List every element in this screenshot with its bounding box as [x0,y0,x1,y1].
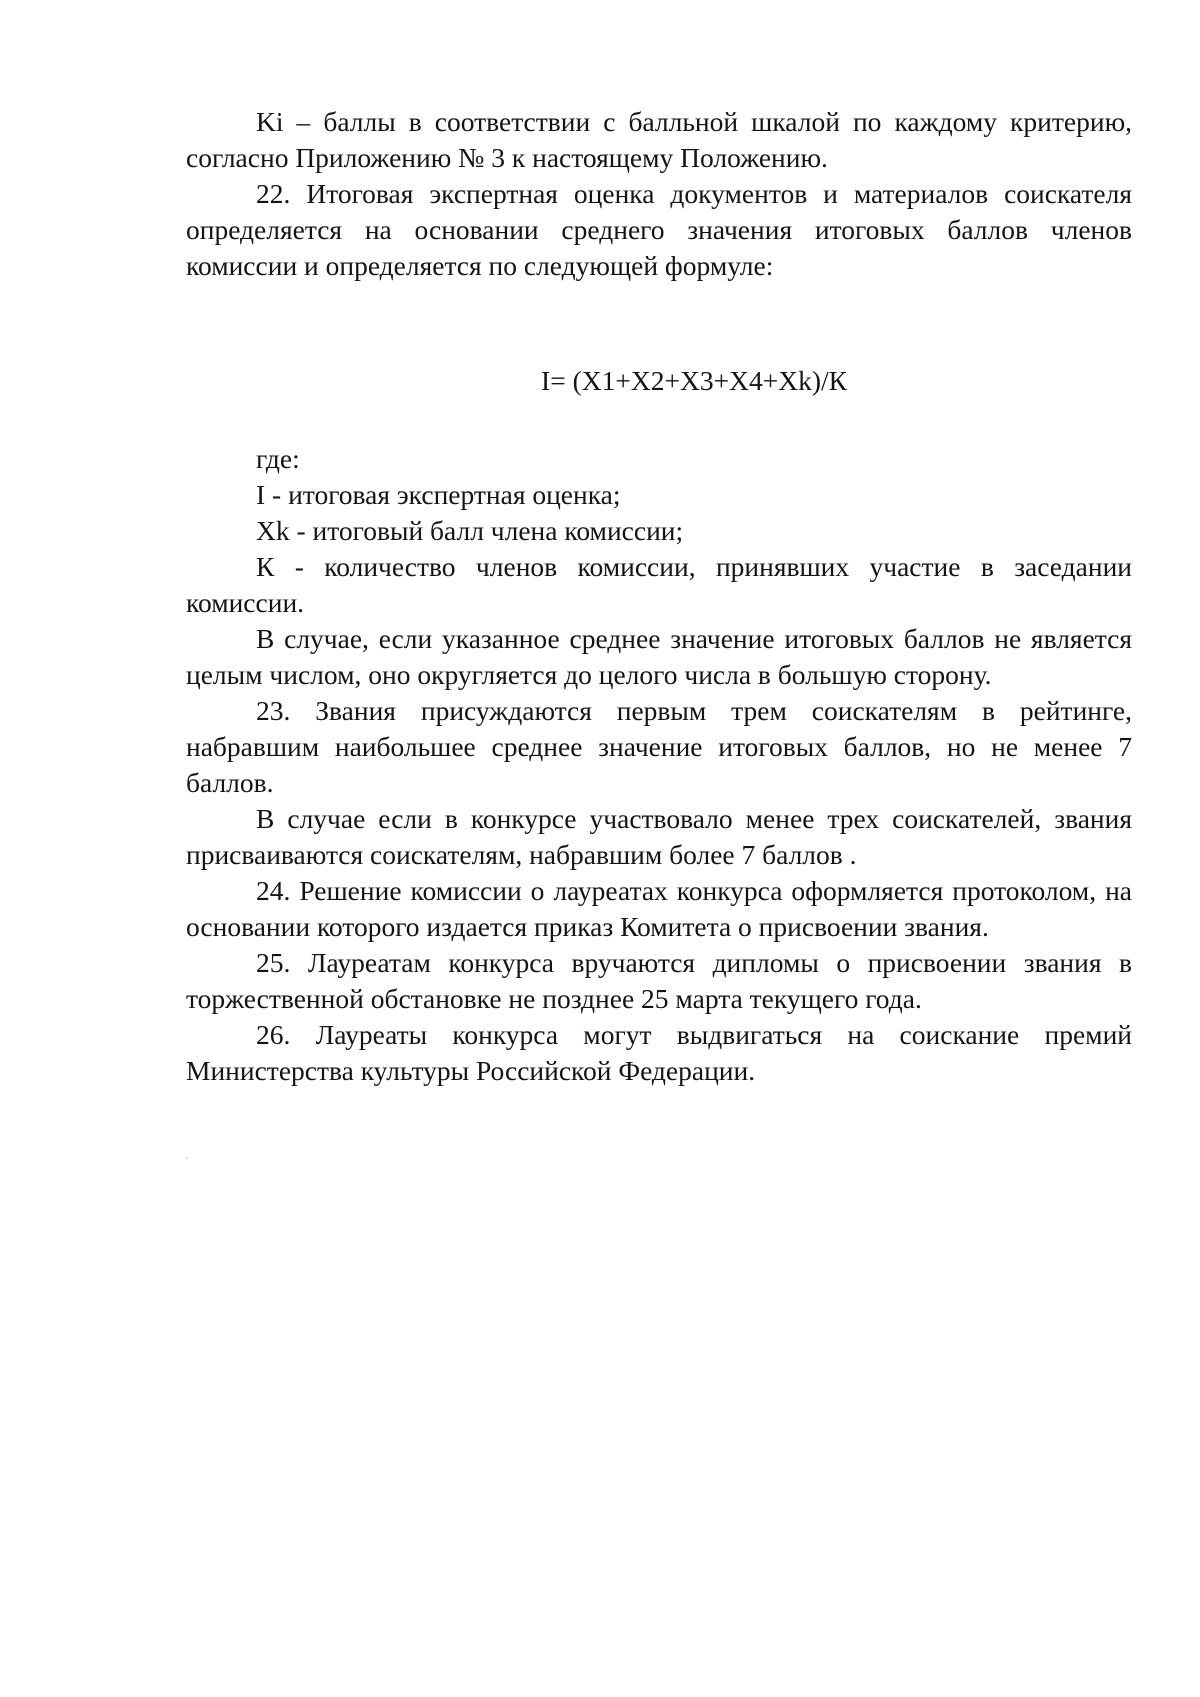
definition-xk: Xk - итоговый балл члена комиссии; [256,515,684,546]
document-body [186,104,1132,1089]
scan-speck [186,1157,188,1159]
paragraph-ki-definition: Ki – баллы в соответствии с балльной шкалой по каждому критерию, согласно Приложению № 3 к настоящему Положению. [186,106,1132,173]
paragraph-26: 26. Лауреаты конкурса могут выдвигаться на соискание премий Министерства культуры Российской Федерации. [186,1019,1132,1086]
paragraph-rounding: В случае, если указанное среднее значение итоговых баллов не является целым числом, оно округляется до целого числа в большую сторону. [186,623,1132,690]
definition-i: I - итоговая экспертная оценка; [256,479,621,510]
paragraph-where: где: [256,443,300,474]
paragraph-25: 25. Лауреатам конкурса вручаются дипломы о присвоении звания в торжественной обстановке не позднее 25 марта текущего года. [186,947,1132,1014]
paragraph-23: 23. Звания присуждаются первым трем соискателям в рейтинге, набравшим наибольшее среднее значение итоговых баллов, но не менее 7 баллов. [186,695,1132,798]
paragraph-24: 24. Решение комиссии о лауреатах конкурса оформляется протоколом, на основании которого издается приказ Комитета о присвоении звания. [186,875,1132,942]
paragraph-22: 22. Итоговая экспертная оценка документов и материалов соискателя определяется на основании среднего значения итоговых баллов членов комиссии и определяется по следующей формуле: [186,178,1132,281]
paragraph-fewer-applicants: В случае если в конкурсе участвовало менее трех соискателей, звания присваиваются соискателям, набравшим более 7 баллов . [186,803,1132,870]
formula: I= (X1+X2+X3+X4+Xk)/К [541,365,847,396]
definition-k: К - количество членов комиссии, принявших участие в заседании комиссии. [186,551,1132,618]
